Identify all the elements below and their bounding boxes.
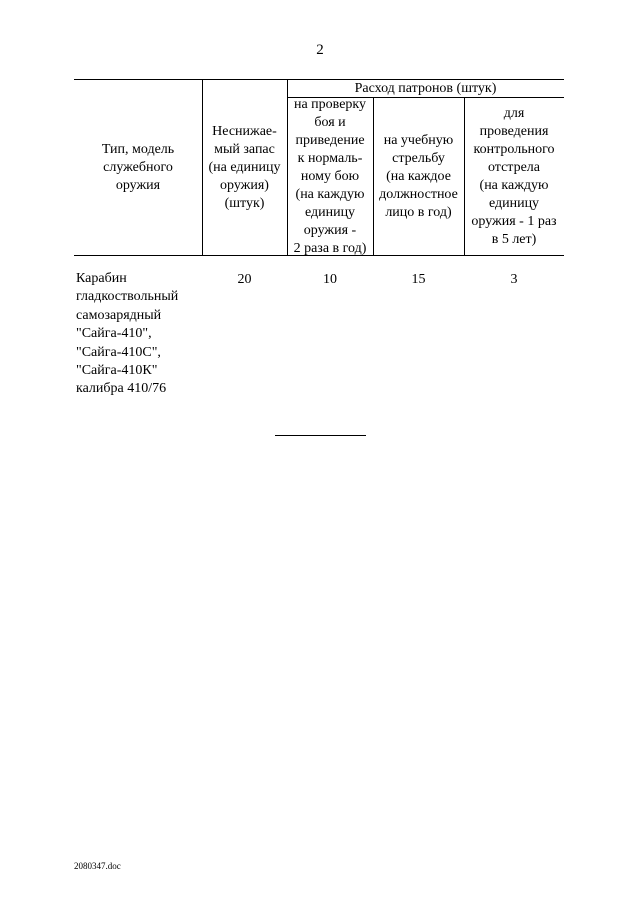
table-row-training: 15: [411, 272, 426, 287]
table-row-check: 10: [323, 272, 337, 287]
table-row-reserve: 20: [237, 272, 252, 287]
header-consumption-group: Расход патронов (штук): [354, 80, 497, 96]
header-type-model: Тип, модель служебного оружия: [101, 141, 175, 193]
table-row-type-model: Карабин гладкоствольный самозарядный "Сайга-410", "Сайга-410С", "Сайга-410К" калибра 410/76: [76, 271, 179, 397]
header-training: на учебную стрельбу (на каждое должностное лицо в год): [379, 132, 458, 220]
header-reserve: Неснижае- мый запас (на единицу оружия) (штук): [208, 123, 281, 211]
page-number: 2: [316, 42, 324, 58]
header-check: на проверку боя и приведение к нормаль- ному бою (на каждую единицу оружия - 2 раза в год): [293, 96, 367, 256]
footer-filename: 2080347.doc: [74, 861, 121, 871]
end-divider: [275, 435, 366, 436]
table-row-control: 3: [510, 272, 518, 287]
header-control: для проведения контрольного отстрела (на каждую единицу оружия - 1 раз в 5 лет): [471, 105, 557, 247]
